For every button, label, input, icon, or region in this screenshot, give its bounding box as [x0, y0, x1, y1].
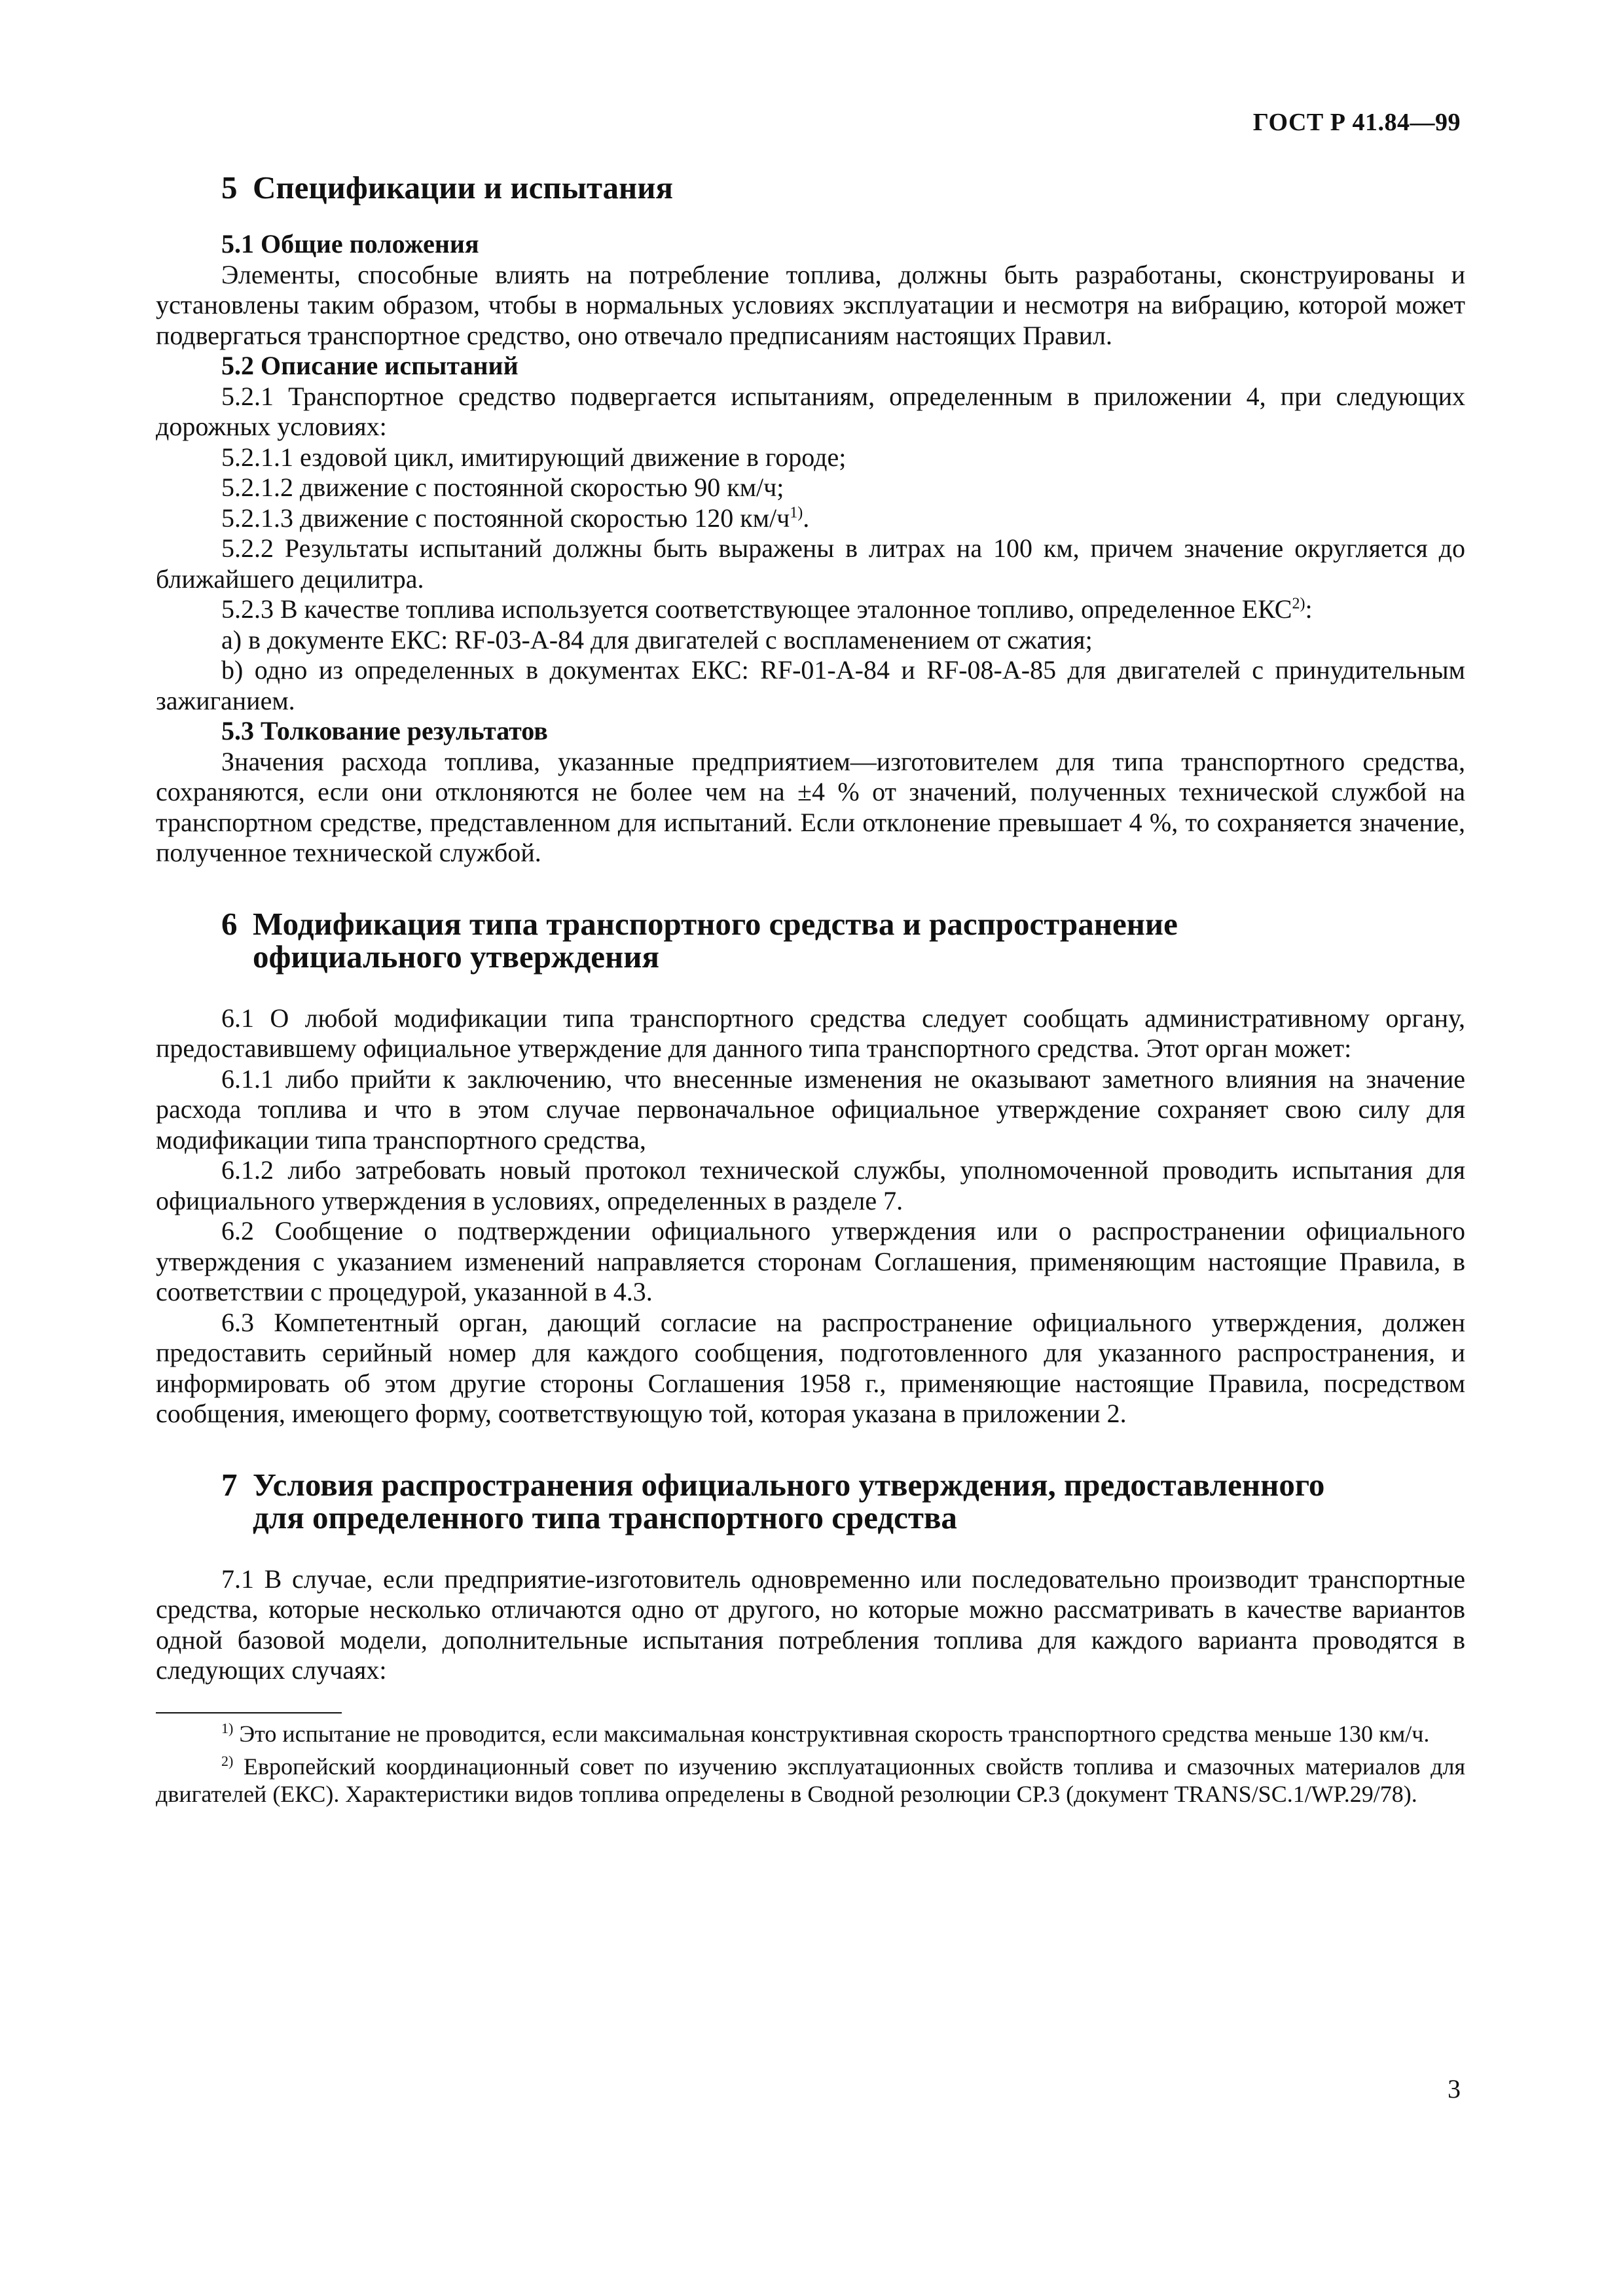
section-7-title-text-1: Условия распространения официального утверждения, предоставленного — [253, 1466, 1325, 1503]
paragraph-5-3: Значения расхода топлива, указанные предприятием—изготовителем для типа транспортного средства, сохраняются, если они отклоняются не более чем на ±4 % от значений, полученных технической службой на транспортном средстве, представленном для испытаний. Если отклонение превышает 4 %, то сохраняется значение, полученное технической службой. — [156, 746, 1465, 867]
heading-5-2: 5.2 Описание испытаний — [221, 351, 519, 380]
paragraph-7-1: 7.1 В случае, если предприятие-изготовитель одновременно или последовательно производит транспортные средства, которые несколько отличаются одно от другого, но которые можно рассматривать в качестве вариантов одной базовой модели, дополнительные испытания потребления топлива для каждого варианта проводятся в следующих случаях: — [156, 1564, 1465, 1685]
footnote-1-text: Это испытание не проводится, если максимальная конструктивная скорость транспортного средства меньше 130 км/ч. — [239, 1720, 1430, 1747]
section-7-number: 7 — [221, 1466, 238, 1503]
list-item-a: а) в документе ЕКС: RF-03-A-84 для двигателей с воспламенением от сжатия; — [221, 624, 1093, 655]
section-7-title-text-2: для определенного типа транспортного средства — [253, 1499, 957, 1535]
page-content — [156, 171, 1465, 1813]
paragraph-5-2-3-text: 5.2.3 В качестве топлива используется соответствующее эталонное топливо, определенное ЕКС — [221, 594, 1292, 624]
section-6-title-line1 — [221, 905, 1465, 942]
footnote-1-mark: 1) — [221, 1719, 234, 1736]
section-6-number: 6 — [221, 905, 238, 942]
paragraph-6-1: 6.1 О любой модификации типа транспортного средства следует сообщать административному органу, предоставившему официальное утверждение для данного типа транспортного средства. Этот орган может: — [156, 1003, 1465, 1063]
footnote-2-mark: 2) — [221, 1752, 234, 1769]
footnote-ref-2: 2) — [1292, 595, 1305, 613]
footnote-separator — [156, 1712, 342, 1713]
page-number: 3 — [1448, 2074, 1461, 2104]
section-5-title — [221, 171, 1465, 204]
paragraph-5-2-1: 5.2.1 Транспортное средство подвергается испытаниям, определенным в приложении 4, при следующих дорожных условиях: — [156, 381, 1465, 441]
section-6-title-text-1: Модификация типа транспортного средства и распространение — [253, 905, 1178, 942]
paragraph-6-3: 6.3 Компетентный орган, дающий согласие на распространение официального утверждения, должен предоставить серийный номер для каждого сообщения, подготовленного для указанного распространения, и информировать об этом другие стороны Соглашения 1958 г., применяющие настоящие Правила, посредством сообщения, имеющего форму, соответствующую той, которая указана в приложении 2. — [156, 1307, 1465, 1428]
heading-5-1: 5.1 Общие положения — [221, 229, 479, 259]
paragraph-5-2-1-2: 5.2.1.2 движение с постоянной скоростью 90 км/ч; — [221, 473, 784, 502]
footnote-2 — [156, 1753, 1465, 1808]
paragraph-5-2-3 — [156, 594, 1465, 625]
list-item-b: b) одно из определенных в документах ЕКС: RF-01-A-84 и RF-08-A-85 для двигателей с принудительным зажиганием. — [156, 655, 1465, 715]
footnote-1 — [156, 1720, 1465, 1748]
paragraph-6-1-1: 6.1.1 либо прийти к заключению, что внесенные изменения не оказывают заметного влияния на значение расхода топлива и что в этом случае первоначальное официальное утверждение сохраняет свою силу для модификации типа транспортного средства, — [156, 1064, 1465, 1155]
document-code-header: ГОСТ Р 41.84—99 — [1252, 109, 1461, 136]
heading-5-3: 5.3 Толкование результатов — [221, 716, 548, 745]
section-7-title-line1 — [221, 1466, 1465, 1503]
paragraph-5-2-1-3-end: . — [803, 503, 810, 533]
paragraph-6-2: 6.2 Сообщение о подтверждении официального утверждения или о распространении официального утверждения с указанием изменений направляется сторонам Соглашения, применяющим настоящие Правила, в соответствии с процедурой, указанной в 4.3. — [156, 1216, 1465, 1306]
paragraph-6-1-2: 6.1.2 либо затребовать новый протокол технической службы, уполномоченной проводить испытания для официального утверждения в условиях, определенных в разделе 7. — [156, 1155, 1465, 1215]
section-6-title — [221, 905, 1465, 975]
paragraph-5-2-3-end: : — [1305, 594, 1313, 624]
paragraph-5-2-2: 5.2.2 Результаты испытаний должны быть выражены в литрах на 100 км, причем значение округляется до ближайшего децилитра. — [156, 533, 1465, 594]
paragraph-5-2-1-3-text: 5.2.1.3 движение с постоянной скоростью 120 км/ч — [221, 503, 790, 533]
section-7-title — [221, 1466, 1465, 1535]
section-5-number: 5 — [221, 170, 238, 206]
paragraph-5-2-1-3 — [156, 503, 1465, 534]
paragraph-5-1: Элементы, способные влиять на потребление топлива, должны быть разработаны, сконструированы и установлены таким образом, чтобы в нормальных условиях эксплуатации и несмотря на вибрацию, которой может подвергаться транспортное средство, оно отвечало предписаниям настоящих Правил. — [156, 259, 1465, 350]
section-6 — [156, 905, 1465, 1429]
footnote-ref-1: 1) — [790, 504, 803, 522]
section-7 — [156, 1466, 1465, 1686]
section-5-title-text: Спецификации и испытания — [253, 170, 674, 206]
footnote-2-text: Европейский координационный совет по изучению эксплуатационных свойств топлива и смазочных материалов для двигателей (ЕКС). Характеристики видов топлива определены в Сводной резолюции СР.3 (документ TRANS/SC.1/WP.29/78). — [156, 1753, 1465, 1807]
paragraph-5-2-1-1: 5.2.1.1 ездовой цикл, имитирующий движение в городе; — [221, 442, 847, 472]
section-6-title-text-2: официального утверждения — [253, 938, 660, 975]
